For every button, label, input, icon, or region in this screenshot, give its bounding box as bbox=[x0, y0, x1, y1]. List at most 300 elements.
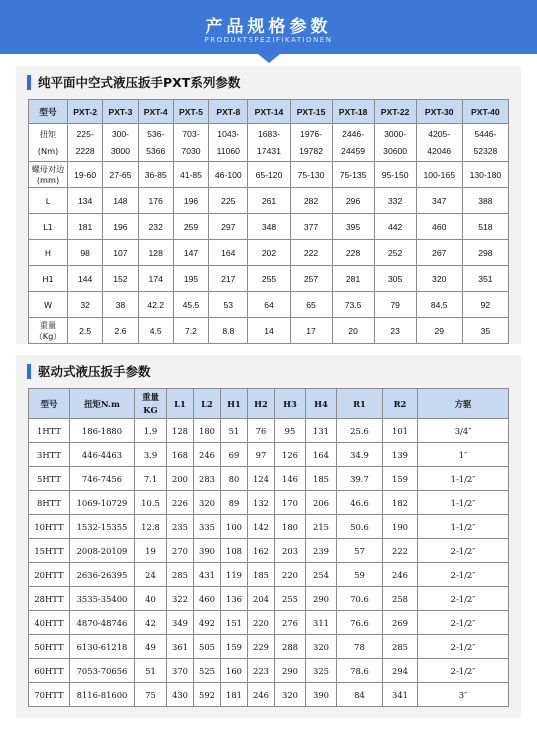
header-h2: H2 bbox=[248, 389, 275, 419]
table-row bbox=[29, 318, 509, 344]
table-cell: 174 bbox=[138, 266, 173, 292]
table-cell: 73.5 bbox=[332, 292, 374, 318]
table-cell: 23 bbox=[374, 318, 416, 344]
table-cell: 296 bbox=[332, 188, 374, 214]
table-cell: 4870-48746 bbox=[70, 611, 135, 635]
table-cell: 203 bbox=[275, 539, 306, 563]
table-row bbox=[29, 539, 509, 563]
table-cell: 76 bbox=[248, 419, 275, 443]
pxt-section bbox=[16, 66, 521, 344]
table-cell: 349 bbox=[167, 611, 194, 635]
table-cell: 75 bbox=[135, 683, 167, 707]
row-label-torque bbox=[29, 124, 68, 162]
table-cell: 42 bbox=[135, 611, 167, 635]
header-model-pxt-15: PXT-15 bbox=[290, 100, 332, 124]
table-cell: 341 bbox=[383, 683, 418, 707]
table-cell: 24 bbox=[135, 563, 167, 587]
table-cell: 217 bbox=[209, 266, 248, 292]
table-cell: 290 bbox=[306, 587, 337, 611]
table-cell: 185 bbox=[248, 563, 275, 587]
table-row bbox=[29, 419, 509, 443]
table-row bbox=[29, 443, 509, 467]
table-cell: 78.6 bbox=[337, 659, 383, 683]
table-cell: 8116-81600 bbox=[70, 683, 135, 707]
table-cell: 101 bbox=[383, 419, 418, 443]
table-cell: 1.9 bbox=[135, 419, 167, 443]
table-row bbox=[29, 683, 509, 707]
table-row bbox=[29, 515, 509, 539]
table-cell: 298 bbox=[462, 240, 508, 266]
torque-min: 1976- bbox=[300, 128, 323, 139]
table-cell: 185 bbox=[306, 467, 337, 491]
table-cell: 180 bbox=[194, 419, 221, 443]
table-cell: 235 bbox=[167, 515, 194, 539]
table-cell: 246 bbox=[383, 563, 418, 587]
pxt-section-title: 纯平面中空式液压扳手PXT系列参数 bbox=[27, 75, 240, 90]
table-cell: 294 bbox=[383, 659, 418, 683]
table-cell: 181 bbox=[221, 683, 248, 707]
table-row bbox=[29, 611, 509, 635]
torque-cell bbox=[332, 124, 374, 162]
torque-max: 19782 bbox=[299, 145, 323, 156]
table-cell: 136 bbox=[221, 587, 248, 611]
table-cell: 460 bbox=[416, 214, 462, 240]
table-cell: 1069-10729 bbox=[70, 491, 135, 515]
table-cell: 1HTT bbox=[29, 419, 70, 443]
table-cell: 3.9 bbox=[135, 443, 167, 467]
header-weight bbox=[135, 389, 167, 419]
table-cell: 335 bbox=[194, 515, 221, 539]
header-weight-label: 重量 bbox=[142, 391, 159, 402]
table-cell: 25.6 bbox=[337, 419, 383, 443]
table-cell: 147 bbox=[173, 240, 208, 266]
row-label: L bbox=[29, 188, 68, 214]
table-cell: 281 bbox=[332, 266, 374, 292]
table-cell: 395 bbox=[332, 214, 374, 240]
table-cell: 311 bbox=[306, 611, 337, 635]
table-cell: 259 bbox=[173, 214, 208, 240]
table-row bbox=[29, 467, 509, 491]
table-cell: 190 bbox=[383, 515, 418, 539]
htt-spec-table bbox=[28, 388, 509, 707]
table-row bbox=[29, 491, 509, 515]
table-cell: 40HTT bbox=[29, 611, 70, 635]
nut-cell: 36-85 bbox=[138, 162, 173, 188]
table-cell: 246 bbox=[194, 443, 221, 467]
torque-max: 52328 bbox=[473, 145, 498, 156]
table-cell: 255 bbox=[275, 587, 306, 611]
table-cell: 108 bbox=[221, 539, 248, 563]
table-cell: 200 bbox=[167, 467, 194, 491]
table-cell: 139 bbox=[383, 443, 418, 467]
table-cell: 206 bbox=[306, 491, 337, 515]
nut-cell: 65-120 bbox=[248, 162, 290, 188]
table-cell: 53 bbox=[209, 292, 248, 318]
header-model-pxt-3: PXT-3 bbox=[103, 100, 138, 124]
row-label: H1 bbox=[29, 266, 68, 292]
table-cell: 4.5 bbox=[138, 318, 173, 344]
table-cell: 160 bbox=[221, 659, 248, 683]
table-cell: 34.9 bbox=[337, 443, 383, 467]
table-cell: 92 bbox=[462, 292, 508, 318]
table-cell: 7.2 bbox=[173, 318, 208, 344]
nut-label: 螺母对边 bbox=[31, 163, 65, 174]
torque-max: 3000 bbox=[110, 145, 130, 156]
table-cell: 64 bbox=[248, 292, 290, 318]
table-cell: 261 bbox=[248, 188, 290, 214]
header-r1: R1 bbox=[337, 389, 383, 419]
table-cell: 78 bbox=[337, 635, 383, 659]
table-cell: 128 bbox=[167, 419, 194, 443]
header-model-pxt-30: PXT-30 bbox=[416, 100, 462, 124]
header-model-pxt-22: PXT-22 bbox=[374, 100, 416, 124]
table-cell: 19 bbox=[135, 539, 167, 563]
table-cell: 35 bbox=[462, 318, 508, 344]
header-model-pxt-5: PXT-5 bbox=[173, 100, 208, 124]
table-row bbox=[29, 659, 509, 683]
page-subtitle: PRODUKTSPEZIFIKATIONEN bbox=[204, 36, 333, 44]
table-cell: 14 bbox=[248, 318, 290, 344]
header-h3: H3 bbox=[275, 389, 306, 419]
table-cell: 223 bbox=[248, 659, 275, 683]
torque-min: 5446- bbox=[474, 128, 497, 139]
torque-cell bbox=[138, 124, 173, 162]
table-row bbox=[29, 587, 509, 611]
table-cell: 351 bbox=[462, 266, 508, 292]
torque-min: 4205- bbox=[428, 128, 451, 139]
table-cell: 20 bbox=[332, 318, 374, 344]
header-l1: L1 bbox=[167, 389, 194, 419]
table-cell: 20HTT bbox=[29, 563, 70, 587]
header-model-pxt-2: PXT-2 bbox=[68, 100, 103, 124]
table-cell: 7053-70656 bbox=[70, 659, 135, 683]
table-cell: 164 bbox=[306, 443, 337, 467]
table-cell: 89 bbox=[221, 491, 248, 515]
header-model-pxt-4: PXT-4 bbox=[138, 100, 173, 124]
torque-min: 1683- bbox=[258, 128, 280, 139]
table-cell: 3″ bbox=[418, 683, 509, 707]
table-cell: 220 bbox=[275, 563, 306, 587]
table-cell: 84 bbox=[337, 683, 383, 707]
header-weight-unit: KG bbox=[143, 404, 158, 415]
table-cell: 119 bbox=[221, 563, 248, 587]
table-cell: 282 bbox=[290, 188, 332, 214]
table-cell: 232 bbox=[138, 214, 173, 240]
header-h1: H1 bbox=[221, 389, 248, 419]
table-cell: 258 bbox=[383, 587, 418, 611]
torque-max: 17431 bbox=[257, 145, 281, 156]
table-cell: 229 bbox=[248, 635, 275, 659]
table-cell: 39.7 bbox=[337, 467, 383, 491]
table-cell: 257 bbox=[290, 266, 332, 292]
table-cell: 269 bbox=[383, 611, 418, 635]
table-cell: 3/4″ bbox=[418, 419, 509, 443]
htt-section-title: 驱动式液压扳手参数 bbox=[27, 364, 151, 379]
table-cell: 202 bbox=[248, 240, 290, 266]
table-cell: 46.6 bbox=[337, 491, 383, 515]
table-cell: 79 bbox=[374, 292, 416, 318]
table-cell: 348 bbox=[248, 214, 290, 240]
torque-min: 3000- bbox=[384, 128, 407, 139]
header-model-pxt-8: PXT-8 bbox=[209, 100, 248, 124]
table-cell: 285 bbox=[383, 635, 418, 659]
nut-cell: 19-60 bbox=[68, 162, 103, 188]
torque-max: 5366 bbox=[146, 145, 166, 156]
table-cell: 290 bbox=[275, 659, 306, 683]
torque-label: 扭矩 bbox=[39, 128, 57, 139]
table-cell: 325 bbox=[306, 659, 337, 683]
table-cell: 152 bbox=[103, 266, 138, 292]
table-cell: 100 bbox=[221, 515, 248, 539]
header-banner bbox=[0, 0, 537, 54]
table-cell: 746-7456 bbox=[70, 467, 135, 491]
table-cell: 370 bbox=[167, 659, 194, 683]
table-cell: 361 bbox=[167, 635, 194, 659]
nut-cell: 75-135 bbox=[332, 162, 374, 188]
table-cell: 142 bbox=[248, 515, 275, 539]
torque-cell bbox=[462, 124, 508, 162]
nut-cell: 130-180 bbox=[462, 162, 508, 188]
torque-cell bbox=[209, 124, 248, 162]
torque-cell bbox=[103, 124, 138, 162]
table-cell: 65 bbox=[290, 292, 332, 318]
table-cell: 126 bbox=[275, 443, 306, 467]
table-cell: 505 bbox=[194, 635, 221, 659]
table-cell: 320 bbox=[194, 491, 221, 515]
table-cell: 29 bbox=[416, 318, 462, 344]
table-cell: 186-1880 bbox=[70, 419, 135, 443]
table-cell: 320 bbox=[306, 635, 337, 659]
header-square-drive: 方驱 bbox=[418, 389, 509, 419]
table-cell: 170 bbox=[275, 491, 306, 515]
table-cell: 2-1/2″ bbox=[418, 539, 509, 563]
nut-cell: 75-130 bbox=[290, 162, 332, 188]
table-cell: 168 bbox=[167, 443, 194, 467]
torque-min: 2446- bbox=[342, 128, 365, 139]
table-cell: 51 bbox=[135, 659, 167, 683]
table-cell: 252 bbox=[374, 240, 416, 266]
table-cell: 146 bbox=[275, 467, 306, 491]
torque-min: 536- bbox=[147, 128, 165, 139]
pxt-spec-table bbox=[28, 99, 509, 344]
table-cell: 50.6 bbox=[337, 515, 383, 539]
table-cell: 50HTT bbox=[29, 635, 70, 659]
table-cell: 159 bbox=[383, 467, 418, 491]
torque-max: 24459 bbox=[341, 145, 366, 156]
table-cell: 2-1/2″ bbox=[418, 659, 509, 683]
table-cell: 255 bbox=[248, 266, 290, 292]
table-cell: 347 bbox=[416, 188, 462, 214]
table-cell: 390 bbox=[194, 539, 221, 563]
table-cell: 460 bbox=[194, 587, 221, 611]
torque-cell bbox=[248, 124, 290, 162]
header-model-pxt-40: PXT-40 bbox=[462, 100, 508, 124]
table-cell: 276 bbox=[275, 611, 306, 635]
torque-max: 7030 bbox=[181, 145, 201, 156]
table-cell: 84.5 bbox=[416, 292, 462, 318]
table-cell: 288 bbox=[275, 635, 306, 659]
table-cell: 195 bbox=[173, 266, 208, 292]
table-cell: 28HTT bbox=[29, 587, 70, 611]
torque-unit: (Nm) bbox=[37, 145, 59, 156]
table-cell: 1″ bbox=[418, 443, 509, 467]
table-cell: 377 bbox=[290, 214, 332, 240]
nut-cell: 95-150 bbox=[374, 162, 416, 188]
nut-cell: 46-100 bbox=[209, 162, 248, 188]
nut-unit: (mm) bbox=[36, 174, 60, 185]
table-cell: 176 bbox=[138, 188, 173, 214]
table-cell: 182 bbox=[383, 491, 418, 515]
table-cell: 10HTT bbox=[29, 515, 70, 539]
header-model-label: 型号 bbox=[29, 100, 68, 124]
torque-cell bbox=[173, 124, 208, 162]
table-cell: 320 bbox=[416, 266, 462, 292]
table-cell: 70HTT bbox=[29, 683, 70, 707]
torque-cell bbox=[68, 124, 103, 162]
table-cell: 220 bbox=[248, 611, 275, 635]
table-cell: 305 bbox=[374, 266, 416, 292]
table-cell: 32 bbox=[68, 292, 103, 318]
table-cell: 40 bbox=[135, 587, 167, 611]
table-row bbox=[29, 214, 509, 240]
table-cell: 492 bbox=[194, 611, 221, 635]
table-cell: 148 bbox=[103, 188, 138, 214]
table-cell: 60HTT bbox=[29, 659, 70, 683]
table-cell: 49 bbox=[135, 635, 167, 659]
row-label: H bbox=[29, 240, 68, 266]
table-cell: 10.5 bbox=[135, 491, 167, 515]
torque-min: 225- bbox=[76, 128, 94, 139]
table-cell: 97 bbox=[248, 443, 275, 467]
table-cell: 8.8 bbox=[209, 318, 248, 344]
table-cell: 107 bbox=[103, 240, 138, 266]
table-cell: 12.8 bbox=[135, 515, 167, 539]
table-cell: 226 bbox=[167, 491, 194, 515]
table-cell: 246 bbox=[248, 683, 275, 707]
header-model: 型号 bbox=[29, 389, 70, 419]
table-cell: 1-1/2″ bbox=[418, 467, 509, 491]
table-cell: 254 bbox=[306, 563, 337, 587]
torque-min: 300- bbox=[111, 128, 130, 139]
table-cell: 1532-15355 bbox=[70, 515, 135, 539]
table-cell: 38 bbox=[103, 292, 138, 318]
table-cell: 390 bbox=[306, 683, 337, 707]
torque-cell bbox=[290, 124, 332, 162]
nut-cell: 41-85 bbox=[173, 162, 208, 188]
table-cell: 151 bbox=[221, 611, 248, 635]
banner-pointer bbox=[258, 54, 280, 63]
header-torque: 扭矩N.m bbox=[70, 389, 135, 419]
table-cell: 2-1/2″ bbox=[418, 611, 509, 635]
table-cell: 270 bbox=[167, 539, 194, 563]
table-cell: 144 bbox=[68, 266, 103, 292]
table-cell: 181 bbox=[68, 214, 103, 240]
torque-min: 703- bbox=[182, 128, 200, 139]
page-title: 产品规格参数 bbox=[205, 17, 332, 37]
table-cell: 3HTT bbox=[29, 443, 70, 467]
header-model-pxt-14: PXT-14 bbox=[248, 100, 290, 124]
table-row bbox=[29, 635, 509, 659]
table-row bbox=[29, 266, 509, 292]
table-cell: 196 bbox=[173, 188, 208, 214]
table-cell: 7.1 bbox=[135, 467, 167, 491]
table-cell: 2-1/2″ bbox=[418, 563, 509, 587]
table-cell: 42.2 bbox=[138, 292, 173, 318]
table-cell: 525 bbox=[194, 659, 221, 683]
table-cell: 162 bbox=[248, 539, 275, 563]
table-cell: 8HTT bbox=[29, 491, 70, 515]
torque-max: 2228 bbox=[75, 145, 95, 156]
table-cell: 388 bbox=[462, 188, 508, 214]
htt-section bbox=[16, 355, 521, 718]
nut-cell: 27-65 bbox=[103, 162, 138, 188]
table-row bbox=[29, 292, 509, 318]
table-cell: 228 bbox=[332, 240, 374, 266]
table-cell: 297 bbox=[209, 214, 248, 240]
table-cell: 204 bbox=[248, 587, 275, 611]
table-row bbox=[29, 240, 509, 266]
table-cell: 132 bbox=[248, 491, 275, 515]
table-cell: 283 bbox=[194, 467, 221, 491]
table-cell: 5HTT bbox=[29, 467, 70, 491]
table-cell: 98 bbox=[68, 240, 103, 266]
table-cell: 159 bbox=[221, 635, 248, 659]
row-label: L1 bbox=[29, 214, 68, 240]
table-cell: 128 bbox=[138, 240, 173, 266]
table-cell: 239 bbox=[306, 539, 337, 563]
table-cell: 332 bbox=[374, 188, 416, 214]
table-cell: 320 bbox=[275, 683, 306, 707]
table-cell: 164 bbox=[209, 240, 248, 266]
header-r2: R2 bbox=[383, 389, 418, 419]
row-label: W bbox=[29, 292, 68, 318]
table-row bbox=[29, 563, 509, 587]
torque-min: 1043- bbox=[217, 128, 240, 139]
table-cell: 442 bbox=[374, 214, 416, 240]
table-cell: 2-1/2″ bbox=[418, 635, 509, 659]
header-model-pxt-18: PXT-18 bbox=[332, 100, 374, 124]
torque-max: 30600 bbox=[383, 145, 408, 156]
table-cell: 2008-20109 bbox=[70, 539, 135, 563]
table-cell: 57 bbox=[337, 539, 383, 563]
table-cell: 446-4463 bbox=[70, 443, 135, 467]
row-label-nut bbox=[29, 162, 68, 188]
table-cell: 592 bbox=[194, 683, 221, 707]
table-cell: 196 bbox=[103, 214, 138, 240]
table-cell: 15HTT bbox=[29, 539, 70, 563]
table-cell: 1-1/2″ bbox=[418, 515, 509, 539]
table-cell: 285 bbox=[167, 563, 194, 587]
table-cell: 222 bbox=[383, 539, 418, 563]
table-cell: 76.6 bbox=[337, 611, 383, 635]
torque-cell bbox=[374, 124, 416, 162]
table-cell: 51 bbox=[221, 419, 248, 443]
table-cell: 1-1/2″ bbox=[418, 491, 509, 515]
table-cell: 2-1/2″ bbox=[418, 587, 509, 611]
table-cell: 225 bbox=[209, 188, 248, 214]
table-cell: 215 bbox=[306, 515, 337, 539]
table-cell: 45.5 bbox=[173, 292, 208, 318]
torque-max: 11060 bbox=[216, 145, 240, 156]
table-cell: 95 bbox=[275, 419, 306, 443]
header-l2: L2 bbox=[194, 389, 221, 419]
table-cell: 69 bbox=[221, 443, 248, 467]
table-cell: 180 bbox=[275, 515, 306, 539]
table-cell: 70.6 bbox=[337, 587, 383, 611]
table-cell: 17 bbox=[290, 318, 332, 344]
header-h4: H4 bbox=[306, 389, 337, 419]
table-cell: 2.6 bbox=[103, 318, 138, 344]
